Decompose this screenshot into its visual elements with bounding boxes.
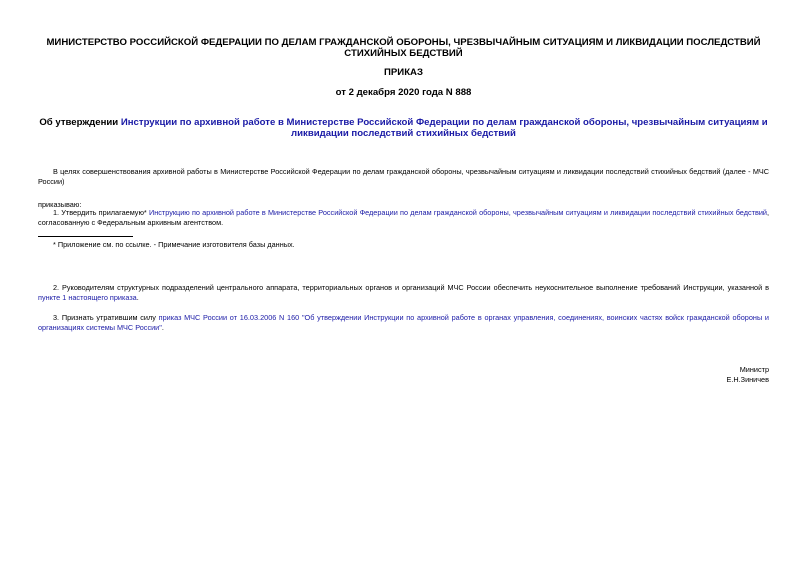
item-1-prefix: 1. Утвердить прилагаемую* xyxy=(53,208,149,217)
item-3-order-link[interactable]: приказ МЧС России от 16.03.2006 N 160 "Об утверждении Инструкции по архивной работе в органах управления, соединениях, воинских частях войск гражданской обороны и организациях системы МЧС России" xyxy=(38,313,769,332)
subject-instruction-link[interactable]: Инструкции по архивной работе в Министерстве Российской Федерации по делам гражданской обороны, чрезвычайным ситуациям и ликвидации последствий стихийных бедствий xyxy=(120,117,768,139)
document-date-number: от 2 декабря 2020 года N 888 xyxy=(335,87,472,98)
signature-name: Е.Н.Зиничев xyxy=(726,375,769,384)
item-2-suffix: . xyxy=(136,293,139,302)
subject-prefix: Об утверждении xyxy=(39,117,121,128)
item-1-suffix: , согласованную с Федеральным архивным агентством. xyxy=(38,208,770,227)
item-2-text: 2. Руководителям структурных подразделений центрального аппарата, территориальных органов и организаций МЧС России обеспечить неукоснительное выполнение требований Инструкции, указанной в xyxy=(53,283,769,292)
item-2-paragraph xyxy=(38,283,769,303)
item-3-prefix: 3. Признать утратившим силу xyxy=(53,313,159,322)
prikazyvayu-word: приказываю: xyxy=(38,200,82,209)
item-2-point-link[interactable]: пункте 1 настоящего приказа xyxy=(38,293,137,302)
footnote-separator xyxy=(38,236,133,237)
item-1-paragraph xyxy=(38,208,769,228)
item-3-paragraph xyxy=(38,313,769,333)
signature-title: Министр xyxy=(739,365,769,374)
item-3-suffix: . xyxy=(161,323,164,332)
ministry-header: МИНИСТЕРСТВО РОССИЙСКОЙ ФЕДЕРАЦИИ ПО ДЕЛАМ ГРАЖДАНСКОЙ ОБОРОНЫ, ЧРЕЗВЫЧАЙНЫМ СИТУАЦИЯМ И ЛИКВИДАЦИИ ПОСЛЕДСТВИЙ СТИХИЙНЫХ БЕДСТВИЙ xyxy=(46,37,761,59)
footnote-text: * Приложение см. по ссылке. - Примечание изготовителя базы данных. xyxy=(53,240,295,249)
intro-paragraph: В целях совершенствования архивной работы в Министерстве Российской Федерации по делам гражданской обороны, чрезвычайным ситуациям и ликвидации последствий стихийных бедствий (далее - МЧС России) xyxy=(38,167,769,186)
document-type: ПРИКАЗ xyxy=(384,67,423,78)
document-subject xyxy=(38,117,769,139)
item-1-instruction-link[interactable]: Инструкцию по архивной работе в Министерстве Российской Федерации по делам гражданской обороны, чрезвычайным ситуациям и ликвидации последствий стихийных бедствий xyxy=(148,208,767,217)
